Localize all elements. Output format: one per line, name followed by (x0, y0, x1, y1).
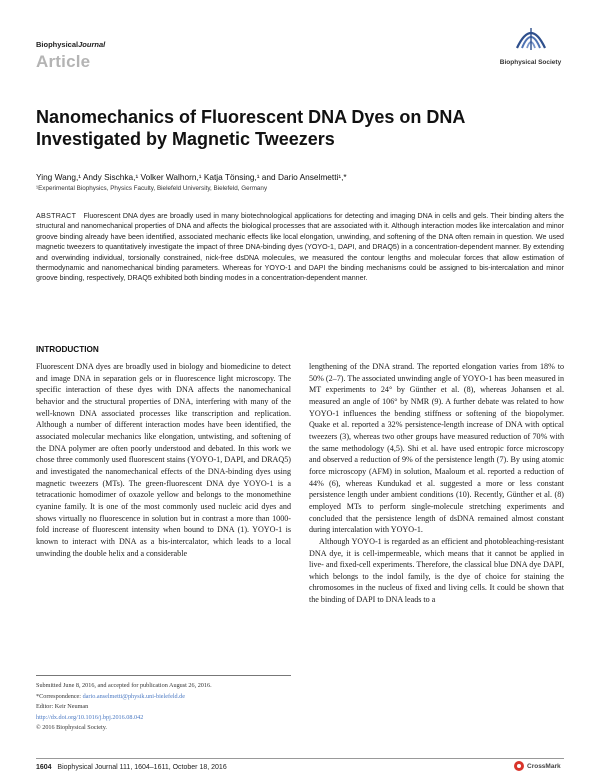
editor: Editor: Keir Neuman (36, 703, 89, 711)
affiliation: ¹Experimental Biophysics, Physics Faculty, Bielefeld University, Bielefeld, Germany (36, 185, 268, 192)
body-paragraph: lengthening of the DNA strand. The reported elongation varies from 18% to 50% (2–7). The associated unwinding angle of YOYO-1 has been measured in MT experiments to 24° by Günther et al. (8), whereas Johansen et al. measured an angle of 106° by NMR (9). A further debate was related to how YOYO-1 influences the bending stiffness or softening of the biopolymer. Quake et al. reported a 32% persistence-length increase of DNA with optical tweezers (3), whereas two other groups have measured reduction of 70% with the same methodology (4,5). Shi et al. have used entropic force microscopy and observed a reduction of 9% of the persistence length (7). By using atomic force microscopy (AFM) in solution, Maaloum et al. reported a reduction of 44% (6), whereas Kundukad et al. suggested a more or less constant persistence length under ambient conditions (10). Recently, Günther et al. (8) employed MTs to perform single-molecule stretching experiments and concluded that the persistence length of dsDNA remained almost constant during intercalation with YOYO-1. (309, 362, 564, 535)
article-type-label: Article (36, 52, 91, 71)
society-name: Biophysical Society (499, 59, 562, 66)
paper-title: Nanomechanics of Fluorescent DNA Dyes on DNA Investigated by Magnetic Tweezers (36, 107, 465, 149)
doi-link[interactable]: http://dx.doi.org/10.1016/j.bpj.2016.08.042 (36, 713, 144, 721)
crossmark-badge[interactable] (514, 761, 561, 771)
submission-dates: Submitted June 8, 2016, and accepted for publication August 26, 2016. (36, 682, 212, 689)
society-emblem-icon (513, 22, 549, 52)
journal-name: BiophysicalJournal (36, 40, 106, 49)
footnote-divider (36, 675, 291, 676)
body-column-right (309, 361, 564, 606)
abstract (36, 211, 564, 284)
abstract-text: Fluorescent DNA dyes are broadly used in many biotechnological applications for detecting and imaging DNA in cells and gels. Their binding alters the structural and nanomechanical properties of DNA and affects the biological processes that are associated with it. Although interaction modes like intercalation and minor groove binding already have been identified, associated mechanic effects like local elongation, unwinding, and softening of the DNA often remain in question. We used magnetic tweezers to quantitatively investigate the impact of three DNA-binding dyes (YOYO-1, DAPI, and DRAQ5) in a concentration-dependent manner. By extending and overwinding individual, torsionally constrained, nick-free dsDNA molecules, we measured the contour lengths and molecular forces that allow estimation of thermodynamic and nanomechanical binding parameters. Whereas for YOYO-1 and DAPI the binding mechanisms could be assigned to bis-intercalation and minor groove binding, respectively, DRAQ5 exhibited both binding modes in a concentration-dependent manner. (36, 212, 564, 283)
body-column-left (36, 361, 291, 559)
crossmark-icon (514, 761, 524, 771)
body-paragraph: Fluorescent DNA dyes are broadly used in biology and biomedicine to detect and image DNA in separation gels or in fluorescence light microscopy. The specific interaction of these dyes with DNA affects the nanomechanical behavior and the structural properties of DNA, interfering with many of the well-known DNA associated processes like transcription and replication. Although a number of different interaction modes have been identified, the associated molecular mechanics like elongation, untwisting, and softening of the DNA polymer are often poorly understood and debated. In this work we chose three commonly used fluorescent stains (YOYO-1, DAPI, and DRAQ5) and investigated the nanomechanical effects of the DNA-binding dyes using magnetic tweezers (MTs). The green-fluorescent DNA dye YOYO-1 is a tetracationic homodimer of oxazole yellow and belongs to the monomethine cyanine family. It is one of the most commonly used nucleic acid dyes and shows virtually no fluorescence in solution but in contrast a more than 1000-fold increase of fluorescent intensity when bound to DNA (1). YOYO-1 is known to interact with DNA as a bis-intercalator, which leads to a local unwinding the double helix and a considerable (36, 362, 291, 558)
copyright: © 2016 Biophysical Society. (36, 724, 107, 732)
journal-citation: Biophysical Journal 111, 1604–1611, October 18, 2016 (57, 764, 227, 771)
page-number: 1604 (36, 764, 52, 771)
correspondence: *Correspondence: dario.anselmetti@physik.uni-bielefeld.de (36, 692, 186, 700)
body-paragraph: Although YOYO-1 is regarded as an efficient and photobleaching-resistant DNA dye, it is cell-impermeable, which means that it cannot be applied in live- and fixed-cell experiments. Therefore, the classical blue DNA dye DAPI, which belongs to the indol family, is the dye of choice for staining the chromosomes in the nucleus of fixed and living cells. It could be shown that the binding of DAPI to DNA leads to a (309, 536, 564, 605)
crossmark-label: CrossMark (527, 762, 561, 770)
author-list: Ying Wang,¹ Andy Sischka,¹ Volker Walhorn,¹ Katja Tönsing,¹ and Dario Anselmetti¹,* (36, 172, 347, 182)
society-logo (493, 22, 568, 66)
correspondence-email-link[interactable]: dario.anselmetti@physik.uni-bielefeld.de (82, 692, 186, 700)
footer-divider (36, 758, 564, 759)
page-footer (36, 764, 227, 771)
section-heading-introduction: INTRODUCTION (36, 345, 99, 354)
abstract-label: ABSTRACT (36, 212, 77, 220)
footnotes (36, 681, 296, 734)
